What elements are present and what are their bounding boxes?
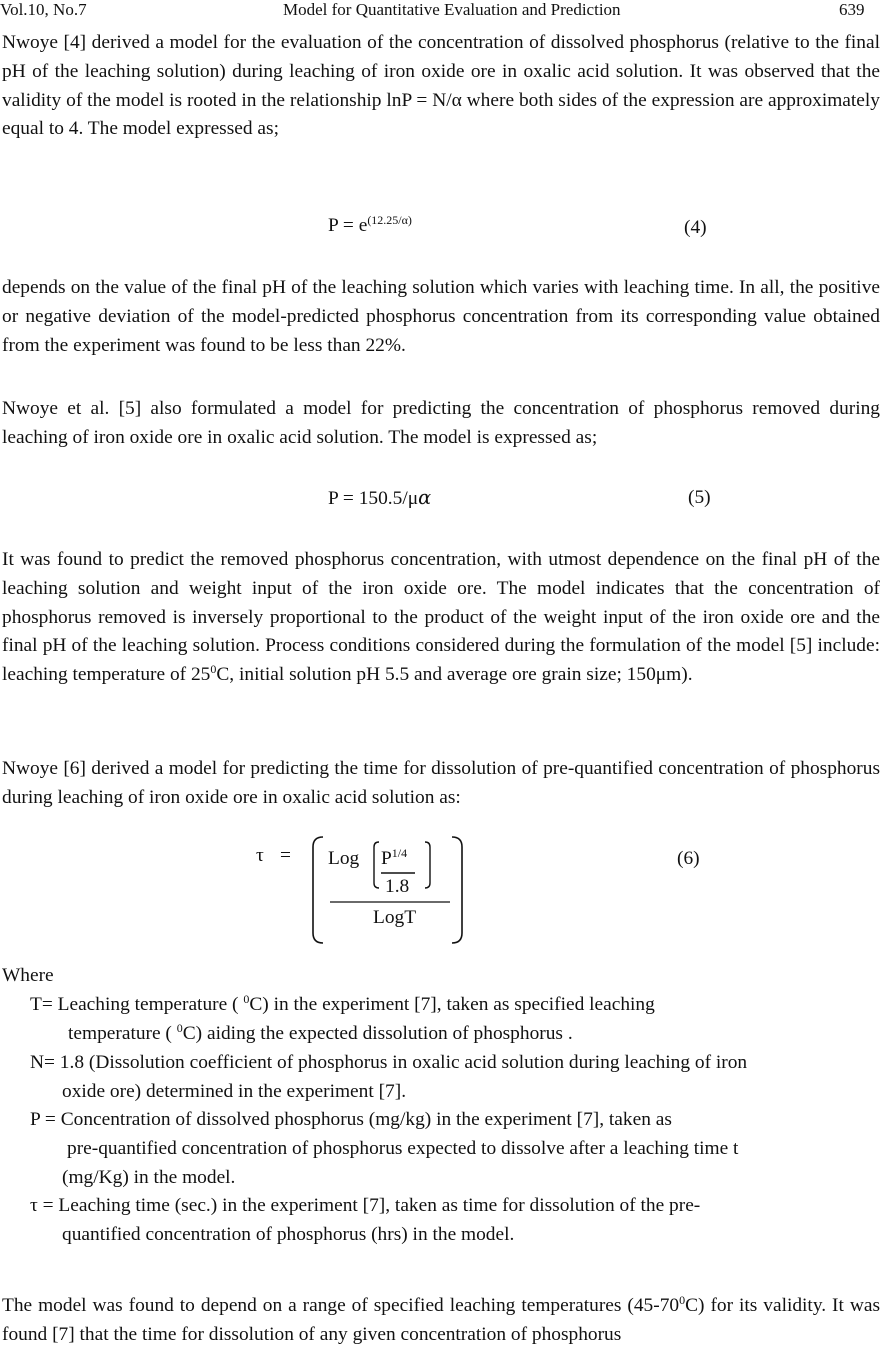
definition-T: T= Leaching temperature ( $^0$C) in the experiment [7], taken as specified leaching temperature ( $^0$C) aiding the expected dissolution of phosphorus . bbox=[30, 992, 655, 1044]
paragraph-4 bbox=[2, 546, 880, 690]
paragraph-6: The model was found to depend on a range of specified leaching temperatures $(45-70^0C)$ for its validity. It was found [7] that the time for dissolution of any given concentration of phosphorus bbox=[2, 1293, 880, 1345]
page-number: 639 bbox=[839, 0, 865, 19]
eq5-alpha: α bbox=[418, 486, 432, 509]
p4-text-end: C, initial solution pH 5.5 and average ore grain size; 150μm). bbox=[216, 664, 693, 686]
running-header-title: Model for Quantitative Evaluation and Prediction bbox=[283, 0, 621, 19]
eq5-text: P = 150.5/μ bbox=[328, 488, 419, 509]
p4-text: It was found to predict the removed phosphorus concentration, with utmost dependence on the final pH of the leaching solution and weight input of the iron oxide ore. The model indicates that the concentration of phosphorus removed is inversely proportional to the product of the weight input of the iron oxide ore and the final pH of the leaching solution. Process conditions considered during the formulation of the model [5] include: leaching temperature of 25 bbox=[2, 549, 880, 686]
paragraph-2: depends on the value of the final pH of the leaching solution which varies with leaching time. In all, the positive or negative deviation of the model-predicted phosphorus concentration from its corresponding value obtained from the experiment was found to be less than 22%. bbox=[2, 277, 880, 356]
equation-6-number: (6) bbox=[677, 848, 700, 869]
eq6-exponent: 1/4 bbox=[391, 846, 408, 860]
definition-N: N= 1.8 (Dissolution coefficient of phosphorus in oxalic acid solution during leaching of iron oxide ore) determined in the experiment [7]. bbox=[30, 1052, 748, 1102]
paragraph-1: Nwoye [4] derived a model for the evaluation of the concentration of dissolved phosphorus (relative to the final pH of the leaching solution) during leaching of iron oxide ore in oxalic acid solution. It was observed that the validity of the model is rooted in the relationship lnP = N/α where both sides of the expression are approximately equal to 4. The model expressed as; bbox=[2, 32, 880, 140]
equation-5 bbox=[328, 486, 431, 511]
definition-tau: τ = Leaching time (sec.) in the experiment [7], taken as time for dissolution of the pre- quantified concentration of phosphorus (hrs) in the model. bbox=[30, 1195, 701, 1245]
where-label: Where bbox=[2, 965, 54, 986]
eq6-tau: τ bbox=[256, 845, 264, 866]
paragraph-3: Nwoye et al. [5] also formulated a model for predicting the concentration of phosphorus removed during leaching of iron oxide ore in oxalic acid solution. The model is expressed as; bbox=[2, 398, 880, 448]
equation-4-number: (4) bbox=[684, 217, 707, 238]
eq6-equals: = bbox=[280, 845, 291, 866]
eq6-p: P bbox=[381, 848, 392, 869]
eq6-logt: LogT bbox=[373, 907, 417, 928]
eq6-numerator bbox=[381, 847, 407, 871]
equation-4 bbox=[328, 214, 412, 238]
running-header-journal: Vol.10, No.7 bbox=[0, 0, 87, 19]
equation-5-number: (5) bbox=[688, 487, 711, 508]
eq4-exponent: (12.25/α) bbox=[367, 213, 412, 227]
p4-degree: 0 bbox=[210, 662, 217, 677]
definition-P: P = Concentration of dissolved phosphorus (mg/kg) in the experiment [7], taken as pre-quantified concentration of phosphorus expected to dissolve after a leaching time t (mg/Kg) in the model. bbox=[30, 1109, 739, 1188]
eq4-lhs: P = e bbox=[328, 215, 368, 236]
paragraph-5: Nwoye [6] derived a model for predicting the time for dissolution of pre-quantified concentration of phosphorus during leaching of iron oxide ore in oxalic acid solution as: bbox=[2, 758, 880, 808]
eq6-log: Log bbox=[328, 848, 360, 869]
eq6-denominator: 1.8 bbox=[385, 876, 410, 897]
